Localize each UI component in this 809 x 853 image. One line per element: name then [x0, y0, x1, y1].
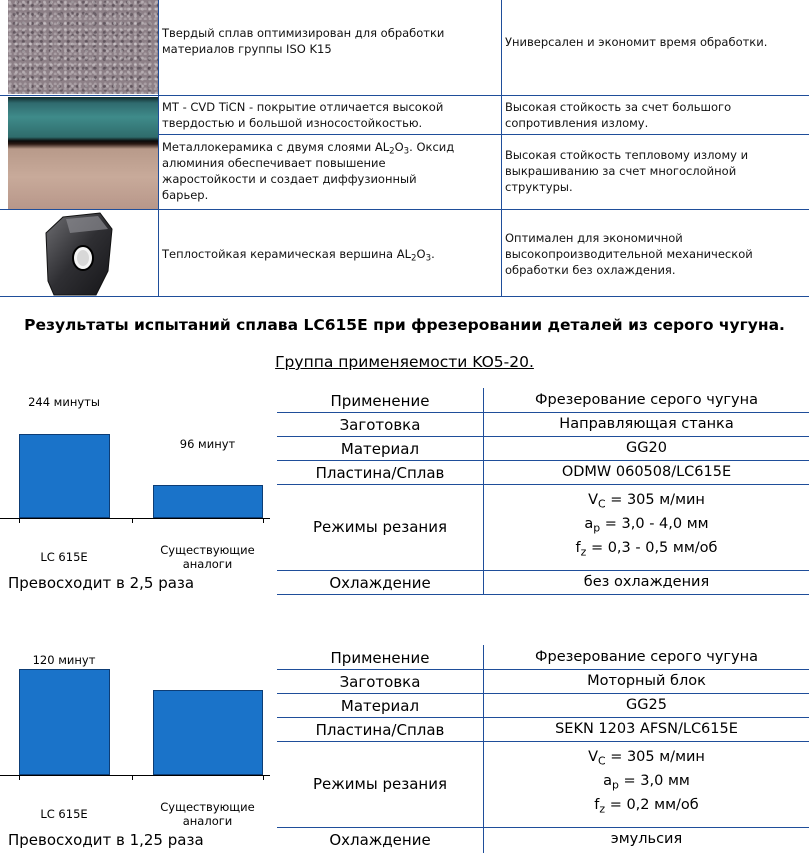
row4-benefit: Оптимален для экономичной высокопроизводительной механической обработки без охлаждения.	[505, 231, 753, 277]
spec1-material-label: Материал	[340, 440, 420, 458]
spec1-workpiece: Направляющая станка	[559, 416, 734, 432]
spec2-insert: SEKN 1203 AFSN/LC615E	[555, 721, 738, 737]
applicability-group: Группа применяемости KO5-20.	[275, 353, 534, 371]
test1-tick-mid	[132, 518, 133, 523]
test1-value-label-1: 244 минуты	[28, 395, 100, 409]
spec1-application: Фрезерование серого чугуна	[535, 392, 758, 408]
test1-summary: Превосходит в 2,5 раза	[8, 574, 195, 592]
test1-tick-right	[263, 518, 264, 523]
spec2-cooling: эмульсия	[610, 831, 683, 847]
test2-chart	[0, 637, 277, 853]
row3-benefit: Высокая стойкость тепловому излому и выкрашиванию за счет многослойной структуры.	[505, 148, 749, 194]
test2-bar-analogs	[153, 690, 263, 775]
spec2-application-label: Применение	[330, 649, 430, 667]
test2-tick-left	[19, 775, 20, 780]
spec2-material-label: Материал	[340, 697, 420, 715]
spec1-cooling-label: Охлаждение	[329, 574, 431, 592]
test1-category-1: LC 615E	[40, 550, 88, 564]
test2-tick-mid	[132, 775, 133, 780]
properties-table	[0, 0, 809, 297]
spec1-insert: ODMW 060508/LC615E	[561, 464, 732, 480]
test1-x-axis	[0, 518, 270, 519]
test1-value-label-2: 96 минут	[179, 437, 236, 451]
insert-image	[8, 211, 158, 297]
test2-summary: Превосходит в 1,25 раза	[8, 831, 204, 849]
cutting-insert-icon	[8, 211, 158, 297]
test2-x-axis	[0, 775, 270, 776]
spec2-ap: $a_p = 3,0$ мм	[603, 773, 690, 792]
row1-description: Твердый сплав оптимизирован для обработки материалов группы ISO K15	[162, 26, 445, 56]
test1-tick-left	[19, 518, 20, 523]
spec2-workpiece: Моторный блок	[587, 673, 706, 689]
test1-bar-lc615e	[19, 434, 110, 518]
row3-description: Металлокерамика с двумя слоями $AL_2O_3$. Оксид алюминия обеспечивает повышение жаростойкости и создает диффузионный барьер.	[162, 140, 455, 202]
granite-substrate-image	[8, 0, 158, 94]
spec2-workpiece-label: Заготовка	[339, 673, 421, 691]
spec2-cooling-label: Охлаждение	[329, 831, 431, 849]
spec2-fz: $f_z = 0,2$ мм/об	[594, 797, 699, 816]
spec2-vc: $V_C = 305$ м/мин	[588, 749, 705, 768]
row2-description: MT - CVD TiCN - покрытие отличается высокой твердостью и большой износостойкостью.	[162, 100, 444, 130]
spec1-fz: $f_z = 0,3 - 0,5$ мм/об	[575, 540, 718, 559]
spec1-workpiece-label: Заготовка	[339, 416, 421, 434]
spec1-application-label: Применение	[330, 392, 430, 410]
test2-spec-table	[277, 645, 809, 853]
row2-benefit: Высокая стойкость за счет большого сопротивления излому.	[505, 100, 732, 130]
test2-category-1: LC 615E	[40, 807, 88, 821]
spec2-modes-label: Режимы резания	[313, 775, 447, 793]
spec2-insert-label: Пластина/Сплав	[315, 721, 445, 739]
test1-spec-table	[277, 388, 809, 596]
row4-description: Теплостойкая керамическая вершина $AL_2O_3$.	[162, 247, 435, 264]
test2-category-2: Существующие аналоги	[160, 800, 255, 828]
test2-bar-lc615e	[19, 669, 110, 775]
test1-bar-analogs	[153, 485, 263, 518]
spec1-insert-label: Пластина/Сплав	[315, 464, 445, 482]
results-heading: Результаты испытаний сплава LC615E при фрезеровании деталей из серого чугуна.	[24, 316, 785, 334]
spec2-application: Фрезерование серого чугуна	[535, 649, 758, 665]
spec1-cooling: без охлаждения	[583, 574, 710, 590]
test2-tick-right	[263, 775, 264, 780]
test1-chart	[0, 380, 277, 595]
coating-cross-section-image	[8, 97, 158, 209]
spec1-vc: $V_C = 305$ м/мин	[588, 492, 705, 511]
spec2-material: GG25	[626, 697, 667, 713]
test1-category-2: Существующие аналоги	[160, 543, 255, 571]
spec1-material: GG20	[626, 440, 667, 456]
spec1-ap: $a_p = 3,0 - 4,0$ мм	[584, 516, 709, 535]
row1-benefit: Универсален и экономит время обработки.	[505, 35, 768, 49]
spec1-modes-label: Режимы резания	[313, 518, 447, 536]
test2-value-label-1: 120 минут	[32, 653, 96, 667]
